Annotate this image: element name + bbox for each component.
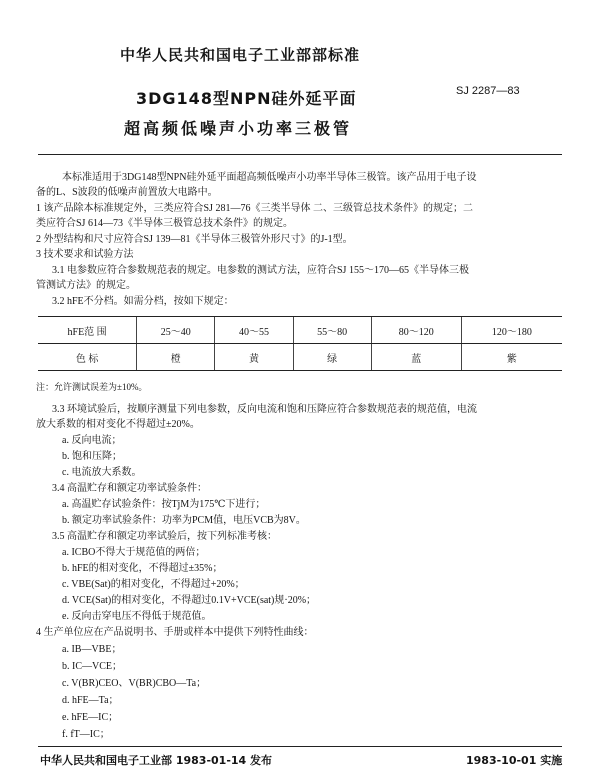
- intro-block: [36, 170, 560, 320]
- footer-divider: [38, 746, 562, 747]
- clause-3-3-line-2: 放大系数的相对变化不得超过±20%。: [36, 419, 200, 430]
- list-item: b. 额定功率试验条件：功率为PCM值，电压VCB为8V。: [62, 515, 306, 526]
- color-cell: 紫: [461, 344, 562, 371]
- hfe-range-cell: 40～55: [215, 317, 293, 344]
- clause-3-5-title: 3.5 高温贮存和额定功率试验后，按下列标准考核：: [52, 531, 277, 542]
- list-item: f. fT—IC；: [62, 729, 110, 740]
- color-cell: 蓝: [371, 344, 461, 371]
- hfe-range-label: hFE范 围: [38, 317, 137, 344]
- list-item: a. 反向电流；: [62, 435, 122, 446]
- header-divider: [38, 154, 562, 155]
- list-item: e. hFE—IC；: [62, 712, 119, 723]
- intro-line-1: 本标准适用于3DG148型NPN硅外延平面超高频低噪声小功率半导体三极管。该产品用于电子设: [62, 172, 477, 183]
- list-item: d. hFE—Ta；: [62, 695, 119, 706]
- clause-1-line-1: 1 该产品除本标准规定外，三类应符合SJ 281—76《三类半导体 二、三级管总技术条件》的规定；二: [36, 203, 473, 214]
- clause-3-1-line-2: 管测试方法》的规定。: [36, 280, 136, 291]
- intro-line-2: 备的L、S波段的低噪声前置放大电路中。: [36, 187, 218, 198]
- hfe-color-row: [38, 344, 562, 371]
- hfe-range-cell: 120～180: [461, 317, 562, 344]
- list-item: b. IC—VCE；: [62, 661, 122, 672]
- standard-org-title: 中华人民共和国电子工业部部标准: [120, 46, 361, 64]
- clause-4-title: 4 生产单位应在产品说明书、手册或样本中提供下列特性曲线：: [36, 627, 314, 638]
- standard-number: SJ 2287—83: [456, 85, 520, 97]
- clause-3-4-title: 3.4 高温贮存和额定功率试验条件：: [52, 483, 207, 494]
- color-cell: 橙: [137, 344, 215, 371]
- color-cell: 黄: [215, 344, 293, 371]
- doc-title-line1: 3DG148型NPN硅外延平面: [136, 89, 357, 108]
- clause-1-line-2: 类应符合SJ 614—73《半导体三极管总技术条件》的规定。: [36, 218, 293, 229]
- clause-3-3-line-1: 3.3 环境试验后，按顺序测量下列电参数，反向电流和饱和压降应符合参数规范表的规范值，电流: [52, 404, 477, 415]
- hfe-color-table: [38, 316, 562, 371]
- clause-3-2: 3.2 hFE不分档。如需分档，按如下规定：: [52, 296, 234, 307]
- clause-3-1-line-1: 3.1 电参数应符合参数规范表的规定。电参数的测试方法，应符合SJ 155～170—65《半导体三极: [52, 265, 469, 276]
- list-item: b. 饱和压降；: [62, 451, 122, 462]
- color-cell: 绿: [293, 344, 371, 371]
- list-item: c. 电流放大系数。: [62, 467, 142, 478]
- table-note: 注：允许测试误差为±10%。: [36, 382, 148, 392]
- list-item: c. V(BR)CEO、V(BR)CBO—Ta；: [62, 678, 207, 689]
- doc-title-line2: 超高频低噪声小功率三极管: [124, 119, 353, 138]
- body-block-2: [36, 380, 560, 740]
- list-item: a. 高温贮存试验条件：按TjM为175℃下进行；: [62, 499, 266, 510]
- hfe-range-row: [38, 317, 562, 344]
- list-item: d. VCE(Sat)的相对变化，不得超过0.1V+VCE(sat)规·20%；: [62, 595, 317, 606]
- list-item: c. VBE(Sat)的相对变化，不得超过+20%；: [62, 579, 245, 590]
- clause-3-title: 3 技术要求和试验方法: [36, 249, 134, 260]
- list-item: e. 反向击穿电压不得低于规范值。: [62, 611, 212, 622]
- clause-2: 2 外型结构和尺寸应符合SJ 139—81《半导体三极管外形尺寸》的J-1型。: [36, 234, 353, 245]
- effective-date: 1983-10-01 实施: [466, 754, 563, 767]
- issued-date: 中华人民共和国电子工业部 1983-01-14 发布: [40, 754, 273, 767]
- hfe-range-cell: 80～120: [371, 317, 461, 344]
- list-item: b. hFE的相对变化，不得超过±35%；: [62, 563, 223, 574]
- list-item: a. IB—VBE；: [62, 644, 122, 655]
- color-label: 色 标: [38, 344, 137, 371]
- hfe-range-cell: 55～80: [293, 317, 371, 344]
- hfe-range-cell: 25～40: [137, 317, 215, 344]
- list-item: a. ICBO不得大于规范值的两倍；: [62, 547, 206, 558]
